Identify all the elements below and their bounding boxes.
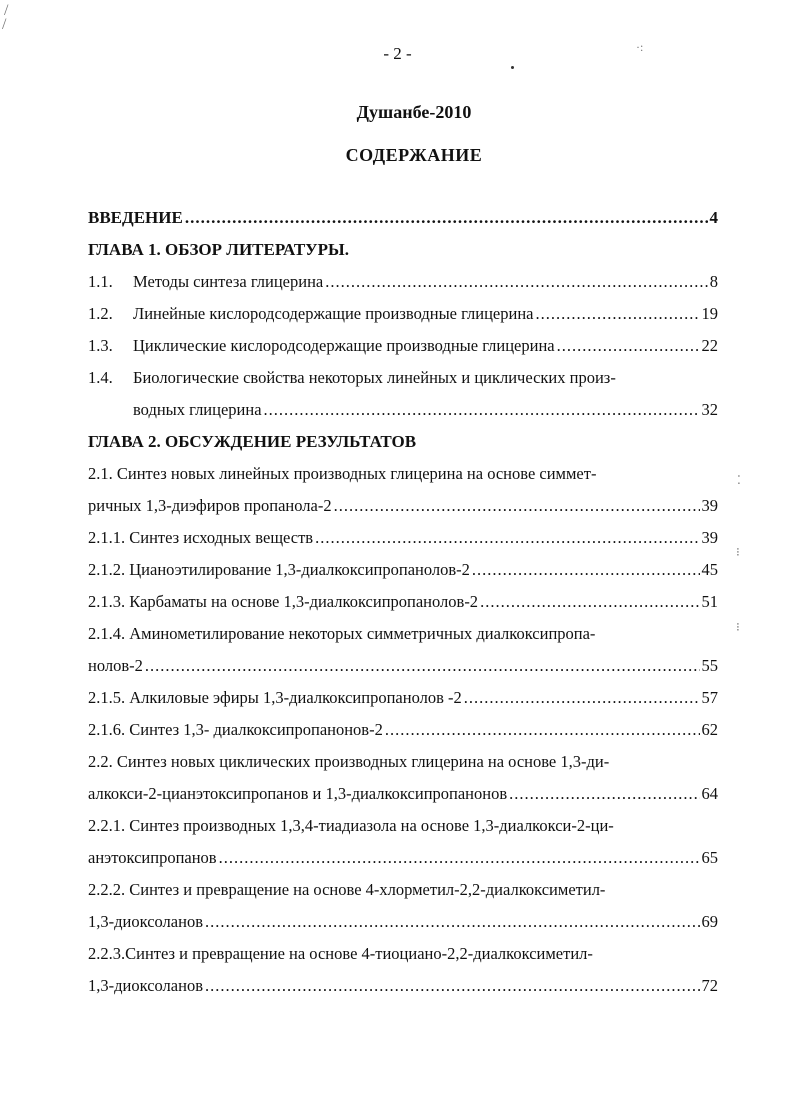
dot-leader xyxy=(557,330,700,362)
dot-leader xyxy=(536,298,700,330)
toc-entry-continuation xyxy=(88,650,718,682)
dot-leader xyxy=(219,842,700,874)
toc-entry-text: 2.1.4. Аминометилирование некоторых симметричных диалкоксипропа- xyxy=(88,624,596,643)
toc-entry xyxy=(88,266,718,298)
toc-entry xyxy=(88,522,718,554)
toc-entry xyxy=(88,362,718,394)
toc-entry-continuation xyxy=(88,490,718,522)
toc-entry-continuation xyxy=(88,970,718,1002)
toc-entry-page: 64 xyxy=(701,784,718,803)
toc-entry-text: Методы синтеза глицерина xyxy=(133,272,324,291)
scan-mark: / xyxy=(2,16,7,33)
dot-leader xyxy=(480,586,699,618)
dot-leader xyxy=(185,202,708,234)
toc-entry-number: 1.1. xyxy=(88,272,113,291)
toc-entry-text: нолов-2 xyxy=(88,656,143,675)
dot-leader xyxy=(472,554,700,586)
toc-entry-text: Циклические кислородсодержащие производные глицерина xyxy=(133,336,555,355)
toc-entry-page: 22 xyxy=(701,336,718,355)
toc-entry-continuation xyxy=(88,906,718,938)
toc-entry-text: 2.2. Синтез новых циклических производных глицерина на основе 1,3-ди- xyxy=(88,752,610,771)
dot-leader xyxy=(145,650,700,682)
toc-entry-text: 2.1.5. Алкиловые эфиры 1,3-диалкоксипропанолов -2 xyxy=(88,688,462,707)
toc-entry-text: 1,3-диоксоланов xyxy=(88,976,203,995)
toc-entry-continuation xyxy=(88,394,718,426)
toc-entry-text: водных глицерина xyxy=(133,400,262,419)
toc-entry-text: 2.1.2. Цианоэтилирование 1,3-диалкоксипропанолов-2 xyxy=(88,560,470,579)
toc-entry-continuation xyxy=(88,778,718,810)
scan-mark: / xyxy=(4,2,9,19)
toc-entry-text: ВВЕДЕНИЕ xyxy=(88,208,183,227)
toc-entry-text: ричных 1,3-диэфиров пропанола-2 xyxy=(88,496,332,515)
scan-mark: ⁝ xyxy=(736,620,740,634)
table-of-contents xyxy=(88,202,718,1002)
toc-entry-page: 19 xyxy=(701,304,718,323)
scan-mark: ·: xyxy=(636,40,644,54)
toc-entry xyxy=(88,458,718,490)
toc-chapter-heading xyxy=(88,426,718,458)
toc-entry-page: 69 xyxy=(701,912,718,931)
dot-leader xyxy=(264,394,700,426)
page-number: - 2 - xyxy=(383,44,412,63)
toc-entry-page: 4 xyxy=(709,208,718,227)
toc-entry-text: 2.2.2. Синтез и превращение на основе 4-хлорметил-2,2-диалкоксиметил- xyxy=(88,880,606,899)
toc-entry xyxy=(88,810,718,842)
toc-entry-page: 39 xyxy=(701,496,718,515)
toc-entry xyxy=(88,554,718,586)
toc-entry-text: 2.1.3. Карбаматы на основе 1,3-диалкоксипропанолов-2 xyxy=(88,592,479,611)
toc-entry-continuation xyxy=(88,842,718,874)
toc-entry xyxy=(88,682,718,714)
dot-leader xyxy=(205,906,700,938)
toc-entry xyxy=(88,618,718,650)
toc-entry-number: 1.4. xyxy=(88,368,113,387)
toc-entry-text: 2.1.6. Синтез 1,3- диалкоксипропанонов-2 xyxy=(88,720,383,739)
toc-entry-text: 2.1. Синтез новых линейных производных глицерина на основе симмет- xyxy=(88,464,597,483)
toc-entry xyxy=(88,202,718,234)
dot-leader xyxy=(205,970,700,1002)
toc-entry-page: 51 xyxy=(701,592,718,611)
toc-entry-text: алкокси-2-цианэтоксипропанов и 1,3-диалкоксипропанонов xyxy=(88,784,508,803)
dot-leader xyxy=(325,266,708,298)
toc-entry-page: 62 xyxy=(701,720,718,739)
dot-leader xyxy=(509,778,699,810)
toc-entry-text: Линейные кислородсодержащие производные глицерина xyxy=(133,304,534,323)
toc-entry xyxy=(88,874,718,906)
toc-entry-page: 45 xyxy=(701,560,718,579)
toc-entry-page: 72 xyxy=(701,976,718,995)
toc-entry-text: ГЛАВА 2. ОБСУЖДЕНИЕ РЕЗУЛЬТАТОВ xyxy=(88,432,417,451)
scan-speck xyxy=(511,66,514,69)
dot-leader xyxy=(385,714,700,746)
toc-chapter-heading xyxy=(88,234,718,266)
dot-leader xyxy=(334,490,700,522)
toc-entry-text: 2.1.1. Синтез исходных веществ xyxy=(88,528,314,547)
toc-entry-number: 1.2. xyxy=(88,304,113,323)
toc-entry-text: 1,3-диоксоланов xyxy=(88,912,203,931)
toc-entry-page: 8 xyxy=(709,272,718,291)
scan-mark: ⁚ xyxy=(737,473,741,487)
toc-title: СОДЕРЖАНИЕ xyxy=(345,145,483,165)
dot-leader xyxy=(464,682,700,714)
toc-entry-page: 57 xyxy=(701,688,718,707)
toc-entry-page: 65 xyxy=(701,848,718,867)
toc-entry-text: 2.2.3.Синтез и превращение на основе 4-тиоциано-2,2-диалкоксиметил- xyxy=(88,944,593,963)
toc-entry-page: 55 xyxy=(701,656,718,675)
toc-entry xyxy=(88,586,718,618)
toc-entry xyxy=(88,938,718,970)
toc-entry-text: 2.2.1. Синтез производных 1,3,4-тиадиазола на основе 1,3-диалкокси-2-ци- xyxy=(88,816,614,835)
toc-entry xyxy=(88,298,718,330)
toc-entry-text: Биологические свойства некоторых линейных и циклических произ- xyxy=(133,368,616,387)
toc-entry-number: 1.3. xyxy=(88,336,113,355)
toc-entry-text: анэтоксипропанов xyxy=(88,848,217,867)
toc-entry xyxy=(88,746,718,778)
toc-entry-text: ГЛАВА 1. ОБЗОР ЛИТЕРАТУРЫ. xyxy=(88,240,349,259)
toc-entry-page: 32 xyxy=(701,400,718,419)
dot-leader xyxy=(315,522,699,554)
toc-entry-page: 39 xyxy=(701,528,718,547)
scan-mark: ⁝ xyxy=(736,545,740,559)
city-year: Душанбе-2010 xyxy=(356,102,472,122)
toc-entry xyxy=(88,714,718,746)
toc-entry xyxy=(88,330,718,362)
